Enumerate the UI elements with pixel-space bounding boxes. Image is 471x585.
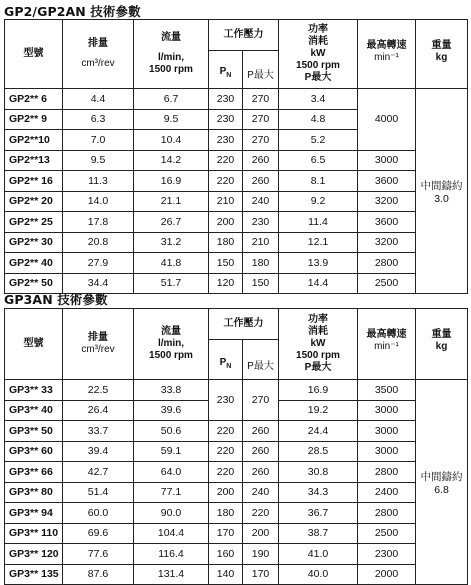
gp2-spec-table	[4, 19, 468, 294]
gp3-header-speed: 最高轉速 min⁻¹	[358, 309, 416, 380]
table-row: GP2** 40 27.9 41.8 150 180 13.9 2800	[5, 253, 468, 274]
gp3-header-flow: 流量 l/min, 1500 rpm	[134, 309, 209, 380]
gp2-header-pressure: 工作壓力	[209, 20, 279, 51]
table-row: GP2** 30 20.8 31.2 180 210 12.1 3200	[5, 232, 468, 253]
gp2-header-displacement: 排量 cm³/rev	[63, 20, 134, 89]
gp2-header-flow: 流量 l/min, 1500 rpm	[134, 20, 209, 89]
table-row: GP3** 40 26.4 39.6 19.2 3000	[5, 400, 468, 421]
gp2-header-model: 型號	[5, 20, 63, 89]
table-row: GP3** 120 77.6 116.4 160 190 41.0 2300	[5, 544, 468, 565]
table-row: GP3** 66 42.7 64.0 220 260 30.8 2800	[5, 462, 468, 483]
gp2-header-pn: $P_N$	[209, 51, 243, 89]
table-row: GP2** 16 11.3 16.9 220 260 8.1 3600	[5, 171, 468, 192]
gp3-header-pressure: 工作壓力	[209, 309, 279, 340]
gp2-header-power: 功率 消耗 kW 1500 rpm P最大	[279, 20, 358, 89]
table-row: GP3** 33 22.5 33.8 230 270 16.9 3500 中間鑄約 6.8	[5, 380, 468, 401]
gp3-header-power: 功率 消耗 kW 1500 rpm P最大	[279, 309, 358, 380]
table-row: GP3** 135 87.6 131.4 140 170 40.0 2000	[5, 564, 468, 585]
table-row: GP2** 50 34.4 51.7 120 150 14.4 2500	[5, 273, 468, 294]
gp2-weight-merged: 中間鑄約 3.0	[416, 89, 468, 294]
gp3-pn-merged: 230	[209, 380, 243, 421]
table-row: GP2** 9 6.3 9.5 230 270 4.8	[5, 109, 468, 130]
table-row: GP2**13 9.5 14.2 220 260 6.5 3000	[5, 150, 468, 171]
table-row: GP2** 6 4.4 6.7 230 270 3.4 4000 中間鑄約 3.0	[5, 89, 468, 110]
table-row: GP2** 20 14.0 21.1 210 240 9.2 3200	[5, 191, 468, 212]
gp2-section-title: GP2/GP2AN 技術參數	[4, 4, 141, 19]
gp3-header-weight: 重量 kg	[416, 309, 468, 380]
table-row: GP3** 60 39.4 59.1 220 260 28.5 3000	[5, 441, 468, 462]
gp3-spec-table	[4, 308, 468, 585]
gp3-header-pn: $P_N$	[209, 340, 243, 380]
gp3-pmax-merged: 270	[243, 380, 279, 421]
gp3-header-pmax: P最大	[243, 340, 279, 380]
gp2-speed-merged: 4000	[358, 89, 416, 151]
gp3-header-displacement: 排量 cm³/rev	[63, 309, 134, 380]
gp2-header-pmax: P最大	[243, 51, 279, 89]
gp3-section-title: GP3AN 技術參數	[4, 292, 108, 307]
gp2-header-weight: 重量 kg	[416, 20, 468, 89]
table-row: GP3** 50 33.7 50.6 220 260 24.4 3000	[5, 421, 468, 442]
table-row: GP3** 80 51.4 77.1 200 240 34.3 2400	[5, 482, 468, 503]
gp2-header-speed: 最高轉速 min⁻¹	[358, 20, 416, 89]
gp3-header-model: 型號	[5, 309, 63, 380]
table-row: GP2** 25 17.8 26.7 200 230 11.4 3600	[5, 212, 468, 233]
table-row: GP3** 110 69.6 104.4 170 200 38.7 2500	[5, 523, 468, 544]
gp3-weight-merged: 中間鑄約 6.8	[416, 380, 468, 585]
table-row: GP3** 94 60.0 90.0 180 220 36.7 2800	[5, 503, 468, 524]
table-row: GP2**10 7.0 10.4 230 270 5.2	[5, 130, 468, 151]
